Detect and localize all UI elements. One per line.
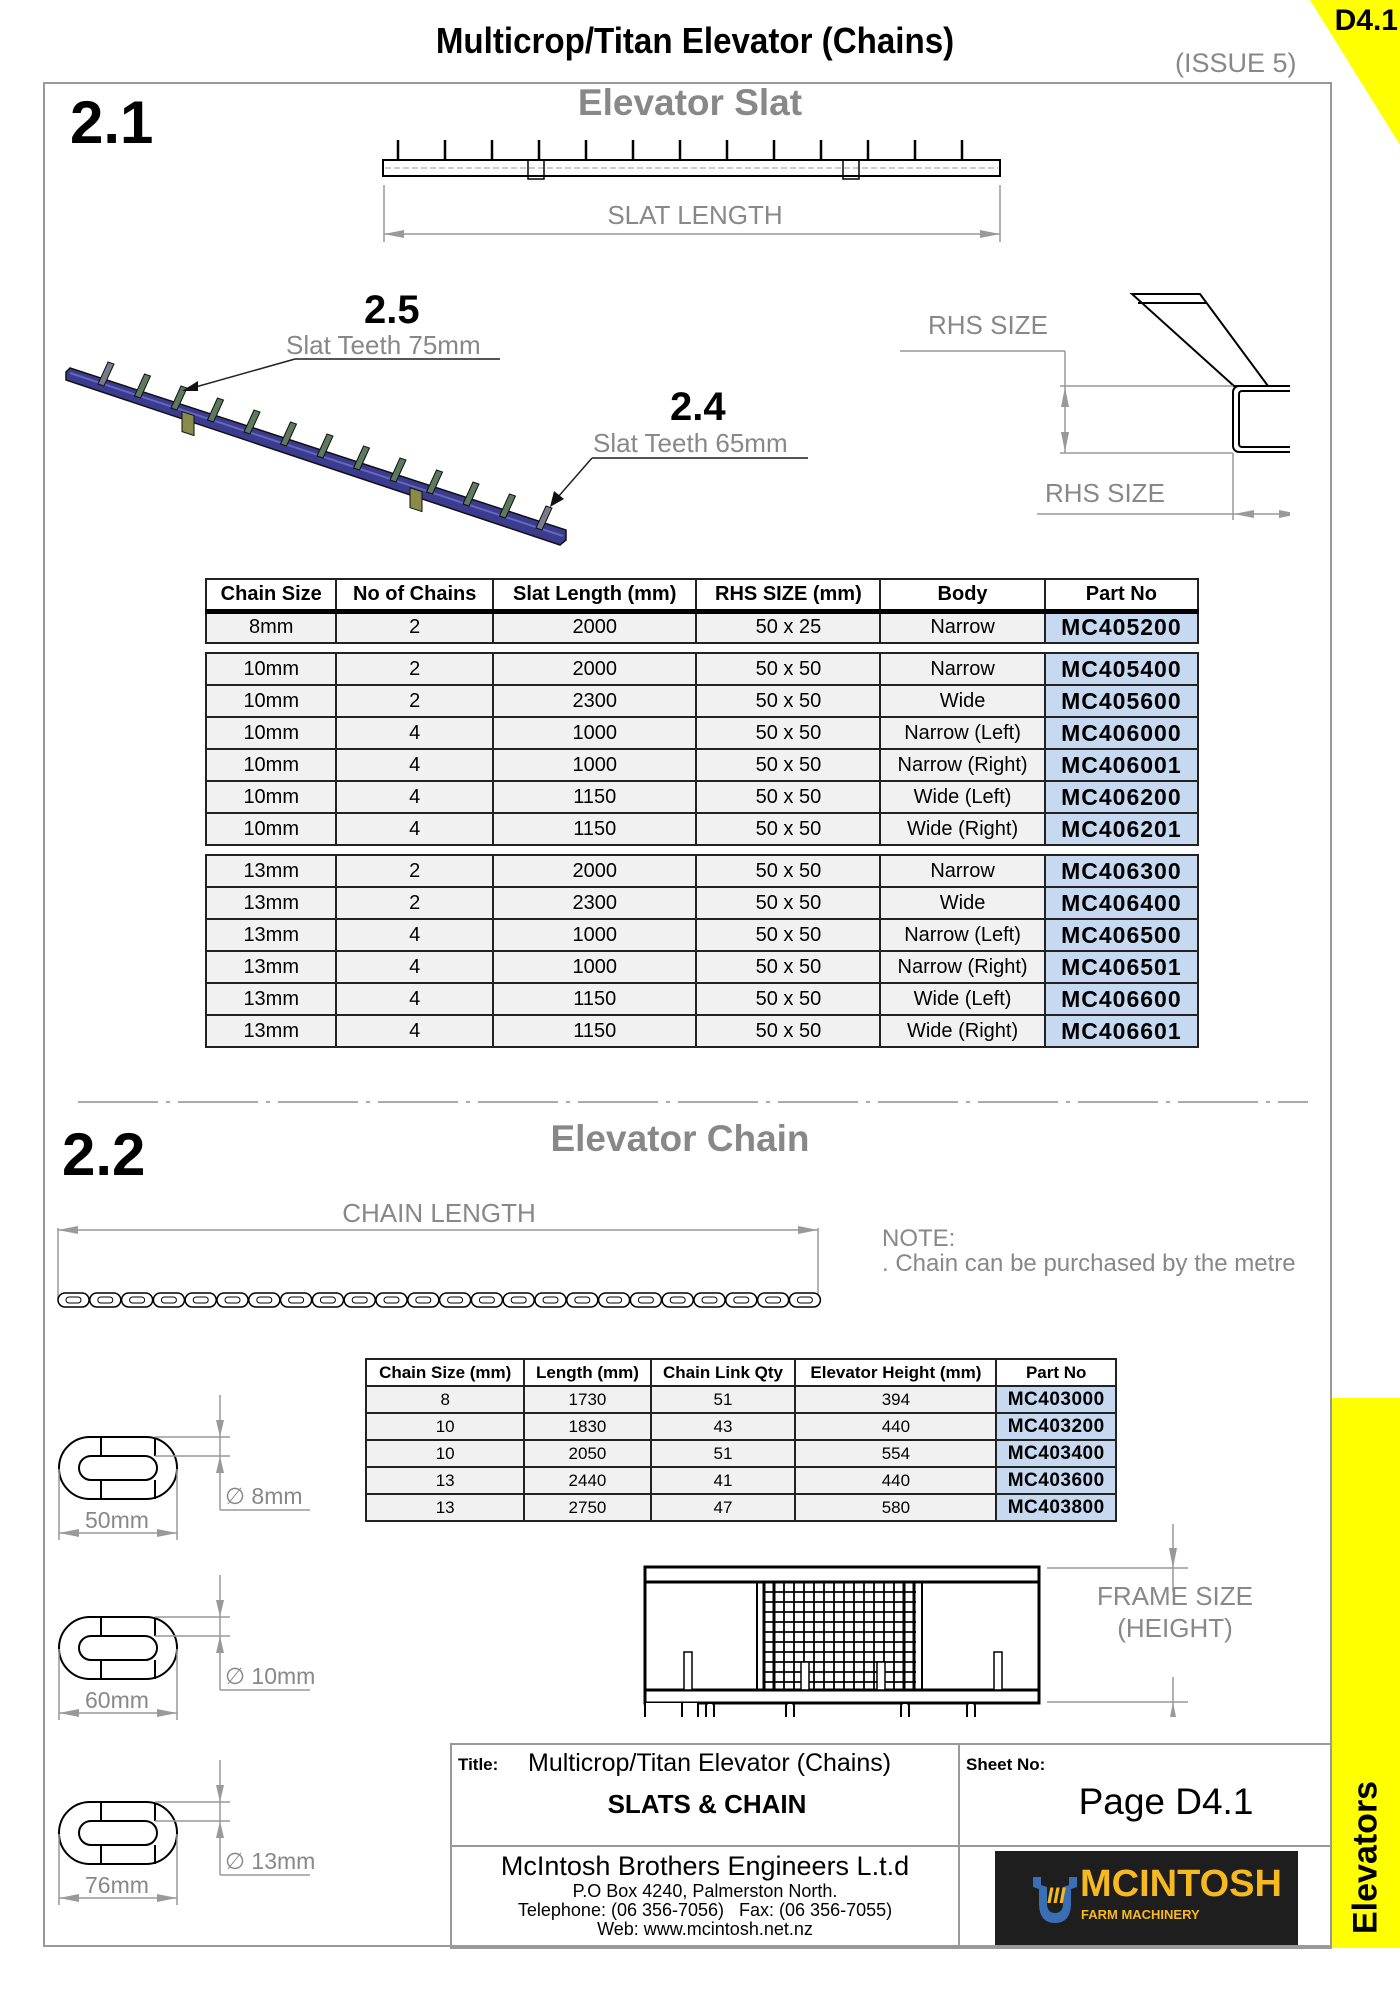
title-label: Title: xyxy=(458,1755,499,1774)
callout-label-24: Slat Teeth 65mm xyxy=(593,428,788,458)
part-number: MC406501 xyxy=(1045,951,1198,983)
section-side-tab[interactable] xyxy=(1332,1398,1400,1948)
dim-arrow xyxy=(59,1709,79,1717)
table-cell: Narrow xyxy=(880,653,1044,685)
link-outer xyxy=(59,1802,177,1864)
sheet-code: D4.1 xyxy=(1334,4,1398,37)
table-cell: 4 xyxy=(336,919,493,951)
part-number: MC406201 xyxy=(1045,813,1198,845)
table-cell: 440 xyxy=(795,1467,996,1494)
table-cell: 50 x 50 xyxy=(696,781,880,813)
table-cell: 50 x 50 xyxy=(696,1015,880,1047)
link-length-label: 76mm xyxy=(85,1872,149,1898)
table-cell: Narrow (Left) xyxy=(880,717,1044,749)
table-cell: 2300 xyxy=(493,887,696,919)
slat-col-header: RHS SIZE (mm) xyxy=(696,579,880,611)
table-cell: Wide xyxy=(880,685,1044,717)
chain-link xyxy=(726,1293,757,1307)
sheet-label: Sheet No: xyxy=(966,1755,1046,1774)
table-cell: Wide xyxy=(880,887,1044,919)
slat-parts-table xyxy=(205,578,1199,1048)
table-cell: 440 xyxy=(795,1413,996,1440)
chain-link xyxy=(408,1293,439,1307)
table-cell: 13mm xyxy=(206,951,336,983)
chain-drawing xyxy=(55,1220,830,1320)
table-cell: Wide (Right) xyxy=(880,1015,1044,1047)
table-cell: 13mm xyxy=(206,919,336,951)
slat-col-header: Part No xyxy=(1045,579,1198,611)
chain-link xyxy=(471,1293,502,1307)
link-outer xyxy=(59,1617,177,1679)
title-value: Multicrop/Titan Elevator (Chains) xyxy=(528,1749,892,1777)
table-row xyxy=(206,653,1198,685)
dim-arrow xyxy=(216,1420,224,1437)
table-cell: 4 xyxy=(336,717,493,749)
table-cell: 50 x 50 xyxy=(696,919,880,951)
table-cell: Narrow xyxy=(880,611,1044,643)
chain-link xyxy=(503,1293,534,1307)
table-row xyxy=(206,685,1198,717)
table-row xyxy=(366,1494,1116,1521)
section-number-slat: 2.1 xyxy=(70,89,154,156)
chain-col-header: Part No xyxy=(996,1359,1116,1386)
table-cell: 4 xyxy=(336,983,493,1015)
table-cell: 8mm xyxy=(206,611,336,643)
table-cell: 2300 xyxy=(493,685,696,717)
table-cell: 13mm xyxy=(206,855,336,887)
chain-link xyxy=(376,1293,407,1307)
table-row xyxy=(206,919,1198,951)
table-cell: 13 xyxy=(366,1467,524,1494)
part-number: MC403200 xyxy=(996,1413,1116,1440)
chain-link xyxy=(662,1293,693,1307)
table-cell: 1150 xyxy=(493,1015,696,1047)
table-row xyxy=(366,1386,1116,1413)
callout-label-25: Slat Teeth 75mm xyxy=(286,330,481,360)
table-cell: 1150 xyxy=(493,813,696,845)
table-cell: 580 xyxy=(795,1494,996,1521)
table-cell: 50 x 50 xyxy=(696,855,880,887)
table-row xyxy=(206,813,1198,845)
group-separator xyxy=(206,643,1198,653)
table-cell: 50 x 50 xyxy=(696,685,880,717)
chain-parts-table xyxy=(365,1358,1117,1522)
dim-arrow xyxy=(216,1456,224,1473)
link-diameter-label: ∅ 13mm xyxy=(225,1848,316,1874)
chain-col-header: Chain Link Qty xyxy=(651,1359,796,1386)
callout-number-24: 2.4 xyxy=(670,385,726,429)
table-cell: 43 xyxy=(651,1413,796,1440)
chain-link xyxy=(344,1293,375,1307)
svg-text:III: III xyxy=(1047,1883,1066,1908)
link-length-label: 60mm xyxy=(85,1687,149,1713)
part-number: MC406300 xyxy=(1045,855,1198,887)
link-diameter-label: ∅ 10mm xyxy=(225,1663,316,1689)
section-title-chain: Elevator Chain xyxy=(550,1118,810,1159)
table-cell: 51 xyxy=(651,1386,796,1413)
chain-link xyxy=(694,1293,725,1307)
part-number: MC406601 xyxy=(1045,1015,1198,1047)
chain-col-header: Elevator Height (mm) xyxy=(795,1359,996,1386)
frame-size-label xyxy=(1080,1580,1270,1644)
chain-link xyxy=(789,1293,820,1307)
part-number: MC403600 xyxy=(996,1467,1116,1494)
table-cell: 50 x 50 xyxy=(696,887,880,919)
sheet-cell xyxy=(960,1745,1332,1847)
table-cell: Wide (Left) xyxy=(880,781,1044,813)
table-row xyxy=(206,951,1198,983)
dim-arrow xyxy=(59,1894,79,1902)
chain-link-diagram xyxy=(55,1760,325,1915)
table-cell: 1730 xyxy=(524,1386,650,1413)
table-row xyxy=(366,1413,1116,1440)
table-cell: Narrow (Left) xyxy=(880,919,1044,951)
table-cell: 47 xyxy=(651,1494,796,1521)
gear-logo-icon xyxy=(1023,1873,1079,1925)
slat-col-header: No of Chains xyxy=(336,579,493,611)
table-cell: 10 xyxy=(366,1440,524,1467)
group-separator xyxy=(206,845,1198,855)
frame-size-line-1: FRAME SIZE xyxy=(1096,1581,1253,1611)
table-cell: 1150 xyxy=(493,983,696,1015)
note-title: NOTE: xyxy=(882,1225,956,1252)
part-number: MC405200 xyxy=(1045,611,1198,643)
chain-link xyxy=(630,1293,661,1307)
table-cell: 50 x 50 xyxy=(696,653,880,685)
chain-link xyxy=(758,1293,789,1307)
table-cell: 2050 xyxy=(524,1440,650,1467)
table-cell: 4 xyxy=(336,951,493,983)
table-cell: 10mm xyxy=(206,653,336,685)
table-cell: 13mm xyxy=(206,983,336,1015)
table-row xyxy=(206,749,1198,781)
chain-link xyxy=(535,1293,566,1307)
chain-link xyxy=(90,1293,121,1307)
part-number: MC406000 xyxy=(1045,717,1198,749)
table-row xyxy=(206,983,1198,1015)
part-number: MC403400 xyxy=(996,1440,1116,1467)
chain-length-label: CHAIN LENGTH xyxy=(342,1198,536,1228)
chain-link-diagram xyxy=(55,1395,325,1550)
table-cell: 2000 xyxy=(493,611,696,643)
table-cell: 8 xyxy=(366,1386,524,1413)
table-cell: Wide (Right) xyxy=(880,813,1044,845)
slat-col-header: Chain Size xyxy=(206,579,336,611)
dim-arrow xyxy=(216,1600,224,1617)
chain-link-diagram xyxy=(55,1575,325,1730)
side-tab-label: Elevators xyxy=(1346,1780,1385,1934)
table-cell: Narrow (Right) xyxy=(880,951,1044,983)
table-cell: 50 x 50 xyxy=(696,983,880,1015)
table-cell: 1000 xyxy=(493,749,696,781)
chain-link xyxy=(122,1293,153,1307)
table-cell: 13 xyxy=(366,1494,524,1521)
chain-link xyxy=(281,1293,312,1307)
part-number: MC405600 xyxy=(1045,685,1198,717)
chain-links xyxy=(58,1293,820,1307)
slat-teeth xyxy=(398,140,962,160)
slat-col-header: Slat Length (mm) xyxy=(493,579,696,611)
part-number: MC406500 xyxy=(1045,919,1198,951)
slat-table-header xyxy=(206,579,1198,611)
table-cell: 51 xyxy=(651,1440,796,1467)
table-cell: Narrow xyxy=(880,855,1044,887)
table-cell: 10mm xyxy=(206,749,336,781)
part-number: MC406200 xyxy=(1045,781,1198,813)
company-phone: Telephone: (06 356-7056) Fax: (06 356-7055) xyxy=(517,1900,893,1920)
table-cell: 2 xyxy=(336,611,493,643)
table-cell: 10mm xyxy=(206,717,336,749)
table-cell: 2 xyxy=(336,855,493,887)
dim-arrow xyxy=(216,1785,224,1802)
chain-table-header xyxy=(366,1359,1116,1386)
company-web: Web: www.mcintosh.net.nz xyxy=(597,1919,813,1939)
dim-arrow xyxy=(157,1529,177,1537)
part-number: MC403000 xyxy=(996,1386,1116,1413)
logo-subtext: FARM MACHINERY xyxy=(1081,1907,1200,1922)
dim-arrow xyxy=(59,1529,79,1537)
slat-length-label: SLAT LENGTH xyxy=(607,200,783,230)
table-cell: 2750 xyxy=(524,1494,650,1521)
table-cell: 4 xyxy=(336,813,493,845)
table-cell: 41 xyxy=(651,1467,796,1494)
chain-link xyxy=(249,1293,280,1307)
company-cell xyxy=(450,1847,960,1949)
slat-col-header: Body xyxy=(880,579,1044,611)
table-row xyxy=(206,887,1198,919)
rhs-size-label-vertical: RHS SIZE xyxy=(928,310,1048,340)
table-cell: 2440 xyxy=(524,1467,650,1494)
chain-link xyxy=(440,1293,471,1307)
part-number: MC406400 xyxy=(1045,887,1198,919)
table-row xyxy=(206,855,1198,887)
callout-leader-24 xyxy=(530,455,810,525)
table-row xyxy=(206,717,1198,749)
frame-size-line-2: (HEIGHT) xyxy=(1117,1613,1233,1643)
table-cell: 1000 xyxy=(493,951,696,983)
table-cell: 13mm xyxy=(206,887,336,919)
table-cell: 50 x 50 xyxy=(696,717,880,749)
table-cell: 1150 xyxy=(493,781,696,813)
part-number: MC406001 xyxy=(1045,749,1198,781)
chain-link xyxy=(185,1293,216,1307)
table-cell: 2 xyxy=(336,685,493,717)
dim-arrow xyxy=(157,1894,177,1902)
table-cell: 2000 xyxy=(493,653,696,685)
table-cell: 50 x 50 xyxy=(696,749,880,781)
rhs-size-label-horizontal: RHS SIZE xyxy=(1045,478,1165,508)
table-cell: 50 x 25 xyxy=(696,611,880,643)
dim-arrow xyxy=(157,1709,177,1717)
section-title-slat: Elevator Slat xyxy=(577,82,803,123)
callout-number-25: 2.5 xyxy=(364,288,420,332)
link-outer xyxy=(59,1437,177,1499)
drawing-subtitle: SLATS & CHAIN xyxy=(607,1789,807,1819)
table-row xyxy=(366,1467,1116,1494)
table-cell: 2000 xyxy=(493,855,696,887)
chain-link xyxy=(217,1293,248,1307)
table-cell: 1000 xyxy=(493,717,696,749)
table-cell: 4 xyxy=(336,781,493,813)
table-cell: 4 xyxy=(336,749,493,781)
company-name: McIntosh Brothers Engineers L.t.d xyxy=(500,1851,910,1881)
table-cell: 554 xyxy=(795,1440,996,1467)
table-cell: 394 xyxy=(795,1386,996,1413)
part-number: MC405400 xyxy=(1045,653,1198,685)
table-row xyxy=(206,781,1198,813)
title-cell xyxy=(450,1745,960,1847)
table-cell: Narrow (Right) xyxy=(880,749,1044,781)
link-diameter-label: ∅ 8mm xyxy=(225,1483,303,1509)
table-row xyxy=(206,611,1198,643)
chain-link xyxy=(567,1293,598,1307)
dim-arrow xyxy=(216,1636,224,1653)
chain-link xyxy=(58,1293,89,1307)
table-cell: 50 x 50 xyxy=(696,813,880,845)
table-cell: 10mm xyxy=(206,685,336,717)
table-cell: 2 xyxy=(336,887,493,919)
table-cell: 2 xyxy=(336,653,493,685)
table-row xyxy=(366,1440,1116,1467)
chain-link xyxy=(153,1293,184,1307)
section-divider xyxy=(78,1098,1308,1108)
table-cell: 10mm xyxy=(206,813,336,845)
table-cell: 10mm xyxy=(206,781,336,813)
table-row xyxy=(206,1015,1198,1047)
section-number-chain: 2.2 xyxy=(62,1121,146,1188)
part-number: MC406600 xyxy=(1045,983,1198,1015)
chain-col-header: Chain Size (mm) xyxy=(366,1359,524,1386)
chain-link xyxy=(599,1293,630,1307)
table-cell: 1830 xyxy=(524,1413,650,1440)
part-number: MC403800 xyxy=(996,1494,1116,1521)
table-cell: 1000 xyxy=(493,919,696,951)
table-cell: 10 xyxy=(366,1413,524,1440)
table-cell: 4 xyxy=(336,1015,493,1047)
note-text: . Chain can be purchased by the metre xyxy=(882,1250,1296,1277)
chain-col-header: Length (mm) xyxy=(524,1359,650,1386)
issue-label: (ISSUE 5) xyxy=(1175,48,1297,78)
company-logo xyxy=(995,1851,1298,1945)
company-address: P.O Box 4240, Palmerston North. xyxy=(572,1881,838,1901)
link-length-label: 50mm xyxy=(85,1507,149,1533)
table-cell: 13mm xyxy=(206,1015,336,1047)
dim-arrow xyxy=(216,1821,224,1838)
page-title: Multicrop/Titan Elevator (Chains) xyxy=(435,20,955,61)
logo-text: MCINTOSH xyxy=(1080,1863,1282,1905)
table-cell: Wide (Left) xyxy=(880,983,1044,1015)
chain-link xyxy=(312,1293,343,1307)
sheet-value: Page D4.1 xyxy=(1078,1781,1254,1822)
table-cell: 50 x 50 xyxy=(696,951,880,983)
